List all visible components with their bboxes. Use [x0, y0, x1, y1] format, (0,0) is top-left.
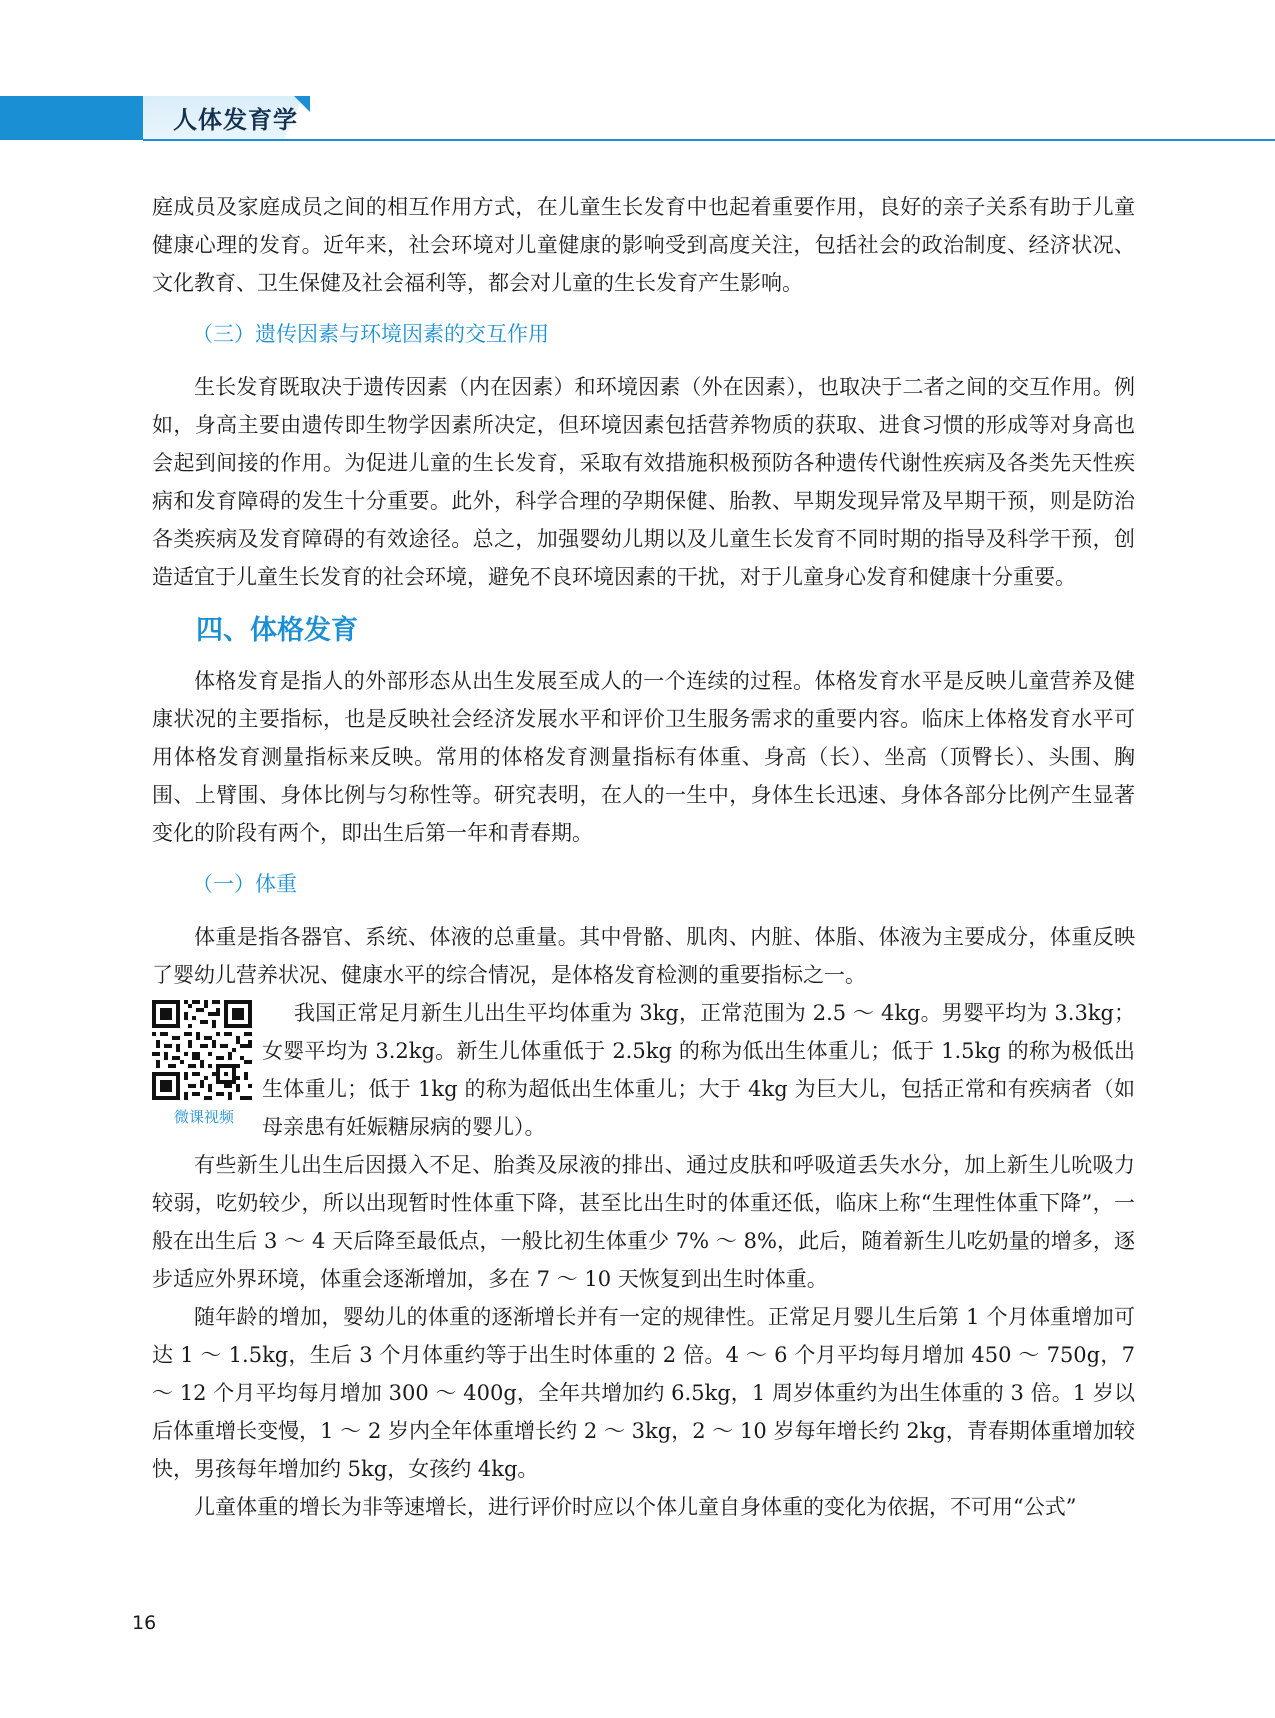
- paragraph: 生长发育既取决于遗传因素（内在因素）和环境因素（外在因素），也取决于二者之间的交互作用。例如，身高主要由遗传即生物学因素所决定，但环境因素包括营养物质的获取、进食习惯的形成等对身高也会起到间接的作用。为促进儿童的生长发育，采取有效措施积极预防各种遗传代谢性疾病及各类先天性疾病和发育障碍的发生十分重要。此外，科学合理的孕期保健、胎教、早期发现异常及早期干预，则是防治各类疾病及发育障碍的有效途径。总之，加强婴幼儿期以及儿童生长发育不同时期的指导及科学干预，创造适宜于儿童生长发育的社会环境，避免不良环境因素的干扰，对于儿童身心发育和健康十分重要。: [152, 375, 1135, 589]
- page-number: 16: [132, 1612, 157, 1634]
- header-accent-bar: [0, 96, 143, 140]
- header-rule: [143, 139, 1275, 141]
- paragraph: 随年龄的增加，婴幼儿的体重的逐渐增长并有一定的规律性。正常足月婴儿生后第 1 个月体重增加可达 1 ～ 1.5kg，生后 3 个月体重约等于出生时体重的 2 倍。4 ～ 6 个月平均每月增加 450 ～ 750g，7 ～ 12 个月平均每月增加 300 ～ 400g，全年共增加约 6.5kg，1 周岁体重约为出生体重的 3 倍。1 岁以后体重增长变慢，1 ～ 2 岁内全年体重增长约 2 ～ 3kg，2 ～ 10 岁每年增长约 2kg，青春期体重增加较快，男孩每年增加约 5kg，女孩约 4kg。: [152, 1305, 1135, 1481]
- section-heading: 四、体格发育: [196, 615, 358, 646]
- qr-text: [262, 994, 1135, 1146]
- paragraph: 庭成员及家庭成员之间的相互作用方式，在儿童生长发育中也起着重要作用，良好的亲子关系有助于儿童健康心理的发育。近年来，社会环境对儿童健康的影响受到高度关注，包括社会的政治制度、经济状况、文化教育、卫生保健及社会福利等，都会对儿童的生长发育产生影响。: [152, 195, 1135, 295]
- book-title: 人体发育学: [173, 106, 298, 134]
- paragraph: 我国正常足月新生儿出生平均体重为 3kg，正常范围为 2.5 ～ 4kg。男婴平均为 3.3kg；女婴平均为 3.2kg。新生儿体重低于 2.5kg 的称为低出生体重儿；低于 1.5kg 的称为极低出生体重儿；低于 1kg 的称为超低出生体重儿；大于 4kg 为巨大儿，包括正常和有疾病者（如母亲患有妊娠糖尿病的婴儿）。: [262, 1001, 1135, 1139]
- qr-code-icon[interactable]: [152, 1000, 252, 1100]
- paragraph: 儿童体重的增长为非等速增长，进行评价时应以个体儿童自身体重的变化为依据，不可用“公式”: [194, 1495, 1077, 1519]
- qr-section: [152, 994, 1135, 1146]
- qr-block[interactable]: [152, 1000, 262, 1127]
- paragraph: 体重是指各器官、系统、体液的总重量。其中骨骼、肌肉、内脏、体脂、体液为主要成分，体重反映了婴幼儿营养状况、健康水平的综合情况，是体格发育检测的重要指标之一。: [152, 925, 1135, 987]
- qr-caption: 微课视频: [173, 1108, 234, 1126]
- page-body: [152, 188, 1135, 1526]
- paragraph: 体格发育是指人的外部形态从出生发展至成人的一个连续的过程。体格发育水平是反映儿童营养及健康状况的主要指标，也是反映社会经济发展水平和评价卫生服务需求的重要内容。临床上体格发育水平可用体格发育测量指标来反映。常用的体格发育测量指标有体重、身高（长）、坐高（顶臀长）、头围、胸围、上臂围、身体比例与匀称性等。研究表明，在人的一生中，身体生长迅速、身体各部分比例产生显著变化的阶段有两个，即出生后第一年和青春期。: [152, 669, 1135, 845]
- subheading: （一）体重: [192, 872, 297, 896]
- paragraph: 有些新生儿出生后因摄入不足、胎粪及尿液的排出、通过皮肤和呼吸道丢失水分，加上新生儿吮吸力较弱，吃奶较少，所以出现暂时性体重下降，甚至比出生时的体重还低，临床上称“生理性体重下降”，一般在出生后 3 ～ 4 天后降至最低点，一般比初生体重少 7% ～ 8%，此后，随着新生儿吃奶量的增多，逐步适应外界环境，体重会逐渐增加，多在 7 ～ 10 天恢复到出生时体重。: [152, 1153, 1135, 1291]
- subheading: （三）遗传因素与环境因素的交互作用: [192, 322, 549, 346]
